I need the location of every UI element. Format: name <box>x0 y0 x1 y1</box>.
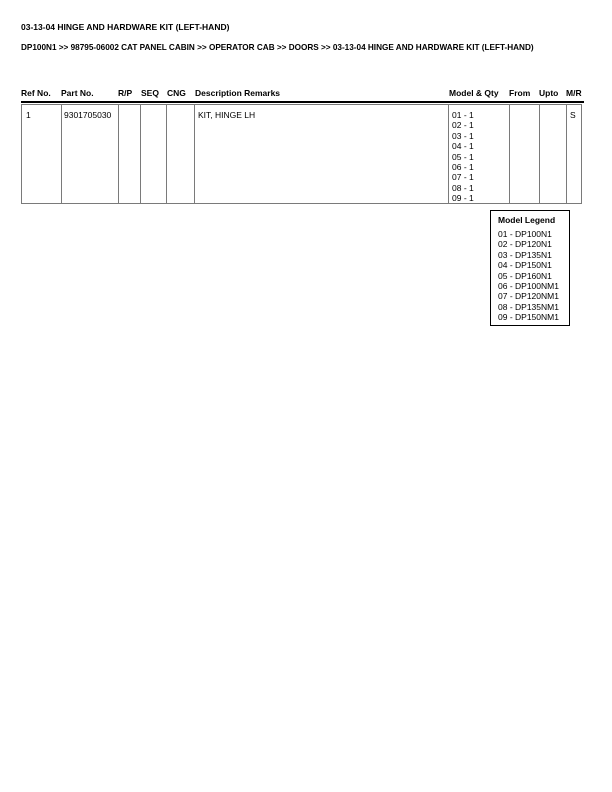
model-qty-item: 02 - 1 <box>452 120 474 131</box>
legend-title: Model Legend <box>498 215 556 225</box>
legend-item: 09 - DP150NM1 <box>498 312 559 323</box>
page-title: 03-13-04 HINGE AND HARDWARE KIT (LEFT-HAND) <box>21 22 230 32</box>
header-cng: CNG <box>167 88 186 98</box>
model-qty-item: 04 - 1 <box>452 141 474 152</box>
header-mr: M/R <box>566 88 582 98</box>
column-divider <box>566 105 567 203</box>
header-seq: SEQ <box>141 88 159 98</box>
column-divider <box>539 105 540 203</box>
column-divider <box>448 105 449 203</box>
header-description: Description Remarks <box>195 88 281 98</box>
model-qty-item: 03 - 1 <box>452 130 474 141</box>
model-qty-item: 06 - 1 <box>452 162 474 173</box>
header-divider <box>21 101 584 103</box>
legend-item: 06 - DP100NM1 <box>498 281 559 292</box>
legend-item: 07 - DP120NM1 <box>498 291 559 302</box>
table-row[interactable] <box>21 104 582 204</box>
legend-item: 08 - DP135NM1 <box>498 301 559 312</box>
header-upto: Upto <box>539 88 559 98</box>
legend-item: 01 - DP100N1 <box>498 229 552 239</box>
header-model-qty: Model & Qty <box>449 88 499 98</box>
header-rp: R/P <box>118 88 133 98</box>
model-qty-item: 01 - 1 <box>452 110 474 120</box>
model-legend <box>490 210 570 326</box>
model-qty-item: 08 - 1 <box>452 182 474 193</box>
header-from: From <box>509 88 531 98</box>
model-qty-item: 05 - 1 <box>452 151 474 162</box>
legend-item: 05 - DP160N1 <box>498 270 552 281</box>
header-part-no: Part No. <box>61 88 94 98</box>
cell-description: KIT, HINGE LH <box>198 110 256 120</box>
model-qty-item: 09 - 1 <box>452 193 474 204</box>
model-qty-list <box>452 110 474 204</box>
column-divider <box>509 105 510 203</box>
header-ref-no: Ref No. <box>21 88 51 98</box>
legend-item: 03 - DP135N1 <box>498 249 552 260</box>
column-divider <box>140 105 141 203</box>
legend-item: 02 - DP120N1 <box>498 239 552 250</box>
column-divider <box>61 105 62 203</box>
legend-item: 04 - DP150N1 <box>498 260 552 271</box>
model-qty-item: 07 - 1 <box>452 172 474 183</box>
column-divider <box>118 105 119 203</box>
cell-ref-no: 1 <box>26 110 31 120</box>
breadcrumb: DP100N1 >> 98795-06002 CAT PANEL CABIN >> OPERATOR CAB >> DOORS >> 03-13-04 HINGE AND HARDWARE KIT (LEFT-HAND) <box>21 43 534 52</box>
cell-mr: S <box>570 110 576 120</box>
legend-list <box>498 229 559 323</box>
column-divider <box>194 105 195 203</box>
cell-part-no[interactable]: 9301705030 <box>64 110 112 120</box>
column-divider <box>166 105 167 203</box>
